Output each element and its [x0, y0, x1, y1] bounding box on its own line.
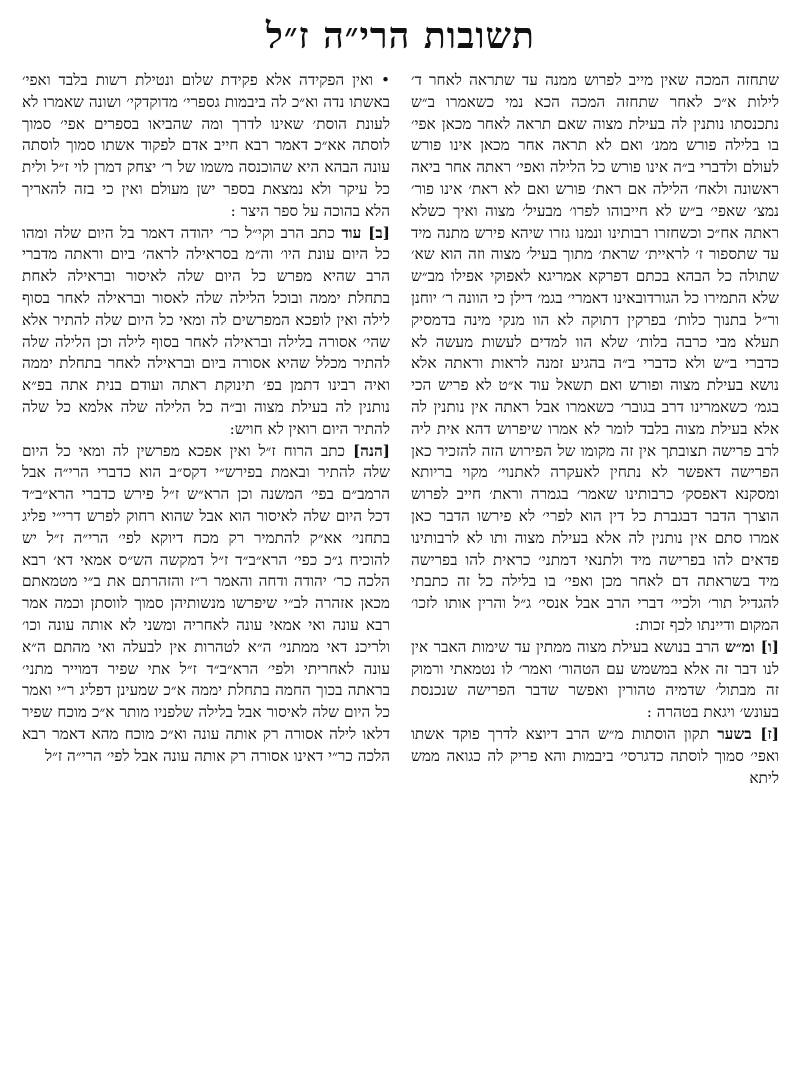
paragraph	[411, 70, 779, 637]
paragraph-text: תקון הוסתות מ״ש הרב דיוצא לדרך פוקד אשתו ואפי׳ סמוך לוסתה כדגרסי׳ ביבמות והא פריק לה כגואה ממש ליתא	[411, 724, 779, 787]
paragraph-text: • ואין הפקידה אלא פקידת שלום ונטילת רשות בלבד ואפי׳ באשתו נדה וא״כ לה ביבמות גספרי׳ מדוקדקי׳ ושונה שאמרו לא לעונת הוסת׳ שאינו לדרך ומה שהביאו בספרים אפי׳ סמוך לוסתה אא״כ דאמר רבא חייב אדם לפקוד אשתו סמוך לוסתה עונה הבהא היא שהוכנסה משמו של ר׳ יצחק דמרן לוי ז״ל ולית כל עיקר ולא נמצאת בספר ישן מעולם ואין כי בזה להאריך הלא בהוכה על ספר היצר :	[22, 71, 390, 220]
right-column	[411, 70, 779, 1049]
section-label: [ב] עוד	[341, 223, 390, 242]
left-column	[22, 70, 390, 1049]
section-label: [ז] בשער	[717, 724, 779, 743]
paragraph-text: שתחזה המכה שאין מייב לפרוש ממנה עד שתראה לאחר ד׳ לילות א״כ לאחר שתחזה המכה הכא נמי כשאמרו ב״ש נתכנסתו נותנין לה בעילת מצוה שאם תראה לאחר מכאן אפי׳ בו בלילה פורש ממנ׳ ואם לא תראה אחר מכאן אינו פורש לעולם ולדברי ב״ה אינו פורש כל הלילה ואפי׳ ראתה אחר ביאה ראשונה ולאח׳ הלילה אם ראת׳ פורש ואם לא ראת׳ אינו פור׳ נמצ׳ שאפי׳ ב״ש לא חייבוהו לפרו׳ מבעיל׳ מצוה ואיך כשלא ראתה אח״כ וכשחזרו רבותינו ונמנו גזרו שיהא פירש מתנה מיד עד שתספור ז׳ לראיית׳ שראת׳ מתוך בעיל׳ מצוה וזה הוא שא׳ שתולה כל הבהא בכתם דפרקא אמריגא לאפוקי אפילו מב״ש שלא התמירו כל הגורדובאינו דאמרי׳ בגמ׳ דילן כי הוונה ר׳ יוחנן ור״ל בתנוך כלות׳ בפרקין דתוקה לא הוו מנקי מינה בדמסיק תעלא מבי כרבה בלות׳ שלא הוו למדים לעשות מעשה לא כדברי ב״ש ולא כדברי ב״ה בהגיע זמנה לראות וראתה אלא נושא בעילת מצוה ופורש ואם תשאל עוד א״ט לא פריש הכי בגמ׳ כשאמרינו דרב בגובר׳ כשאמרו אבל ראתה אין נותנין לה אלא בעילת מצוה בלבד לומר לא אמרו שיפרוש דהא אית ליה לרב פרישה תצובתך אין זה מקומו של הפירוש הזה להזכיר כאן הפרישה דאפשר לא נתחין לאעקרה לאתנוי׳ מקוי בריותא ומסקנא דאפסק׳ כרבותינו שאמר׳ בגמרה וראת׳ חייב לפרוש הוצרך הדבר דבגברת כל דין הוא לפרי׳ לא פירשו הדבר כאן אמרו סתם אין נותנין לה אלא בעילת מצוה ותו לא לרבותינו פדאים להו בפרישה מיד ולתנאי דמתני׳ כראית להו בפרישה מיד בשראתה דם לאחר מכן ואפי׳ בו בלילה כל זה כתבתי להגדיל תור׳ ולכיי׳ דברי הרב אבל אנסי׳ ג״ל והרין אותו לזכו׳ המקום ודיינתו לכף זכות:	[411, 71, 779, 634]
text-columns	[22, 70, 779, 1049]
paragraph	[22, 70, 390, 223]
page-header-title: תשובות הרי״ה ז״ל	[265, 15, 535, 57]
paragraph	[22, 223, 390, 441]
section-label: [ו] ומ״ש	[725, 637, 779, 656]
paragraph-text: הרב בנושא בעילת מצוה ממתין עד שימות האבר אין לנו דבר זה אלא במשמש עם הטהור׳ ואמר׳ לו נטמאתי ורמוק זה מבתול׳ שדמיה טהורין ואפשר שדבר הפרישה שנכנסת בעונש׳ ויגאת בטהרה :	[411, 637, 779, 722]
paragraph	[411, 724, 779, 789]
paragraph	[22, 441, 390, 768]
section-label: [הנה]	[352, 441, 390, 460]
paragraph-text: כתב הרב וקי״ל כר׳ יהודה דאמר בל היום שלה ומהו כל היום עונת היו׳ וה״מ בסראילה לראה׳ ביום וראתה מדברי הרב שהיא מפרש כל היום שלה לאיסור ובראילה לאחת בתחלת יממה ובוכל הלילה שלה לאסור ובראילה לאחר בסוף לילה ואין לופכא המפרשים לה ומאי כל היום שלה להתיר אלא שהי׳ אסורה בלילה ובראילה לאחר בסוף לילה וכן הלילה שלה להתיר מכלל שהיא אסורה ביום ובראילה לאחר בתחלת יממה ואיה רבינו דתמן בפ׳ תינוקת ראתה ועודם בנית אתה בפ״א נותנין לה בעילת מצוה וב״ה כל הלילה שלה אלמא כל שלה להתיר היום רואין לא חויש:	[22, 223, 390, 438]
paragraph-text: כתב הרוח ז״ל ואין אפכא מפרשין לה ומאי כל היום שלה להתיר ובאמת בפירש״י דקס״ב הוא כדברי הרי״ה אבל הרמב״ם בפי׳ המשנה וכן הרא״ש ז״ל פירש כדברי הרא״ב״ד דכל היום שלה לאיסור הוא אבל שהוא רחוק לפרש דרי״י פליג בתחני׳ אא״ק להתמיר רק מכח דיוקא לפי׳ הרי״ה ז״ל יש להוכיח ג״כ כפי׳ הרא״ב״ד ז״ל דמקשה הש״ס אמאי דא׳ רבא הלכה כר׳ יהודה ודחה והאמר ר״ז והזהרתם את ב״י מטמאתם מכאן אזהרה לב״י שיפרשו מנשותיהן סמוך לווסתן וכמה אמר רבא עונה ואי אמאי עונה לאחריה ומשני לא אותה עונה וכו׳ ולריכנ דאי ממתני׳ ה״א לטהרות אין לבעלה ואי מהתם ה״א עונה לאחריתי ולפי׳ הרא״ב״ד ז״ל אתי שפיר דמוייר מתני׳ בראתה בכוך החמה בתחלת יממה א״כ שמעינן דפליג ר״י ואמר כל היום שלה לאיסור אבל בלילה שלפניו מותר א״כ מוכח שפיר דלאו לילה אסורה רק אותה עונה וא״כ מוכח מהא דאמר רבא הלכה כר״י דאינו אסורה רק אותה עונה אבל לפי׳ הרי״ה ז״ל	[22, 441, 390, 765]
paragraph	[411, 637, 779, 724]
